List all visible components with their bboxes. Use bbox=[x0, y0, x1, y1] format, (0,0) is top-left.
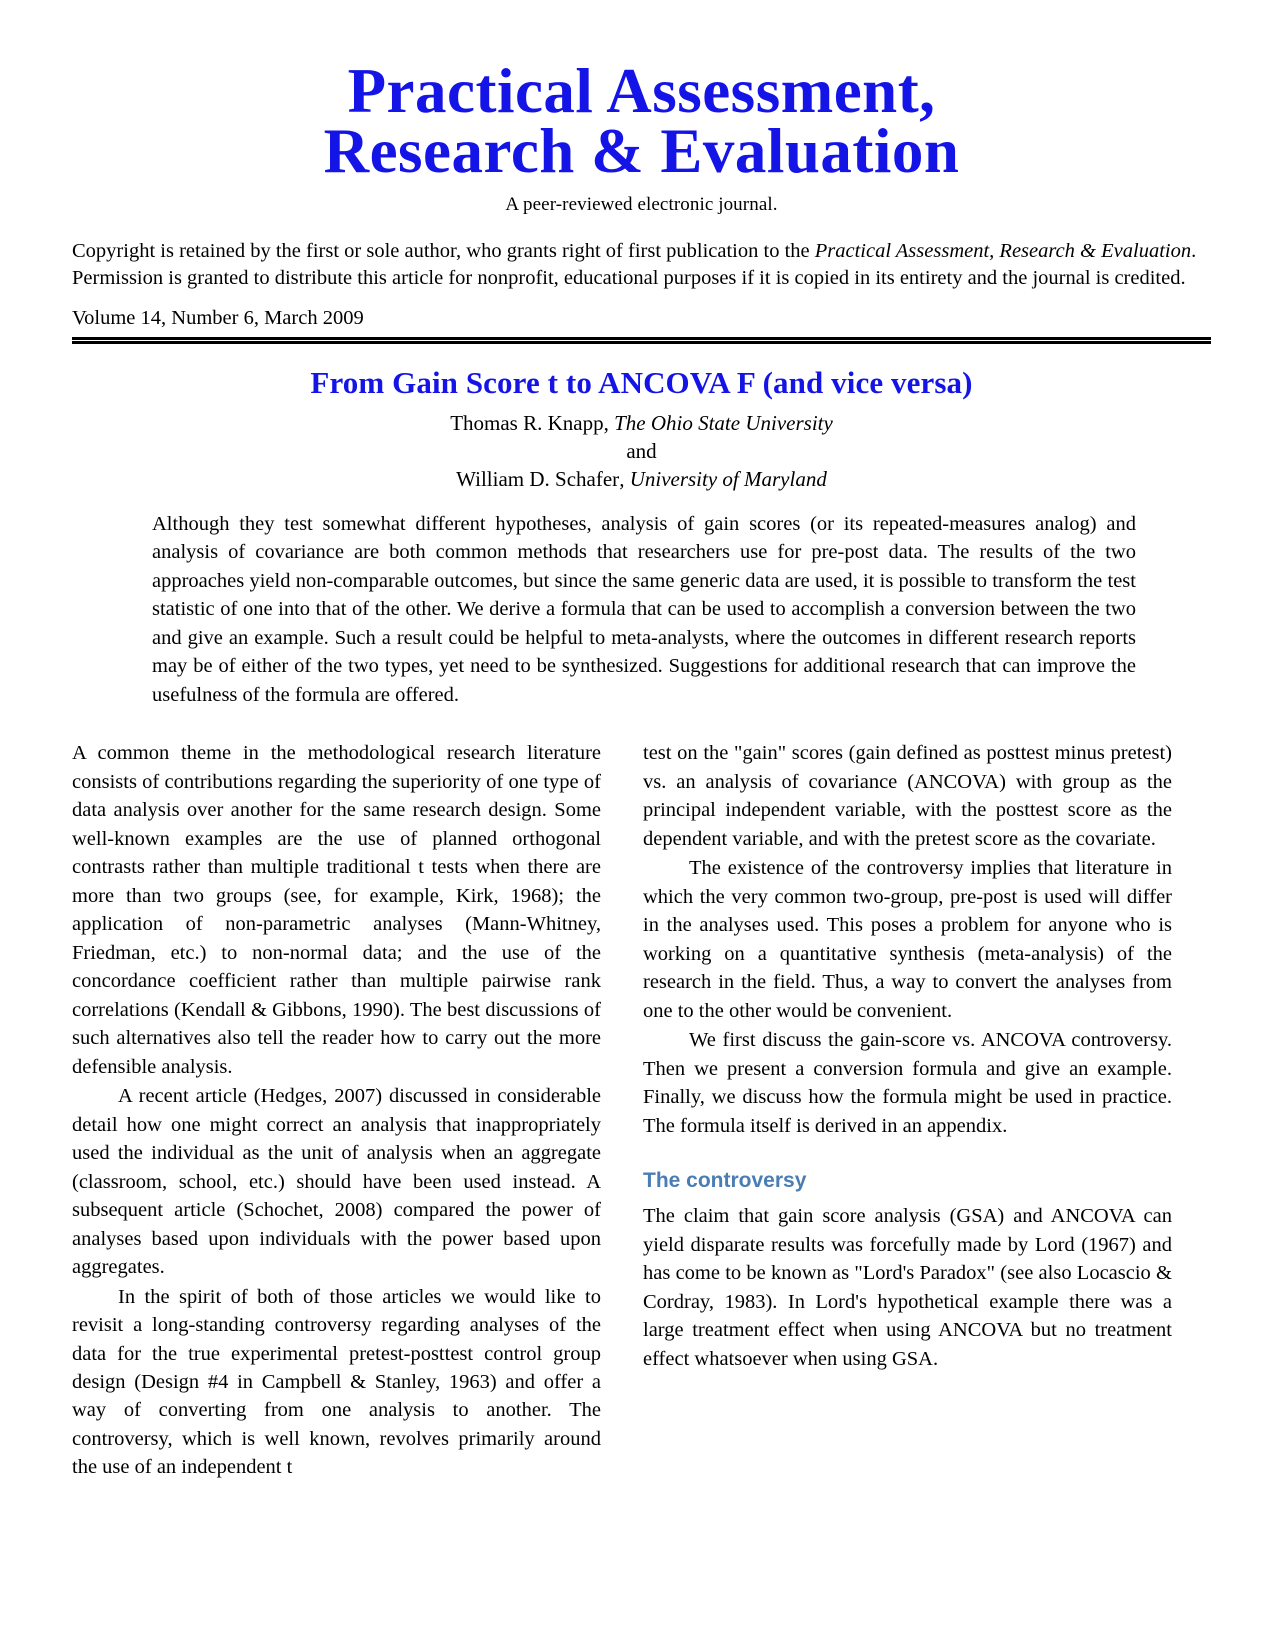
author-block bbox=[72, 410, 1211, 494]
right-column bbox=[643, 739, 1172, 1482]
masthead bbox=[72, 56, 1211, 216]
author-line-1 bbox=[72, 410, 1211, 438]
volume-issue-line: Volume 14, Number 6, March 2009 bbox=[72, 307, 364, 330]
copyright-notice bbox=[72, 238, 1211, 293]
author-line-2 bbox=[72, 466, 1211, 494]
author-2-comma: , bbox=[619, 467, 625, 492]
author-1-affiliation: The Ohio State University bbox=[614, 411, 833, 436]
author-1-name: Thomas R. Knapp, bbox=[450, 411, 615, 436]
paragraph: We first discuss the gain-score vs. ANCOVA controversy. Then we present a conversion formula and give an example. Finally, we discuss how the formula might be used in practice. The formula itself is derived in an appendix. bbox=[643, 1029, 1172, 1137]
journal-title-line-1: Practical Assessment, bbox=[347, 56, 936, 126]
journal-title bbox=[72, 56, 1211, 186]
abstract: Although they test somewhat different hypotheses, analysis of gain scores (or its repeated-measures analog) and analysis of covariance are both common methods that researchers use for pre-post data. The results of the two approaches yield non-comparable outcomes, but since the same generic data are used, it is possible to transform the test statistic of one into that of the other. We derive a formula that can be used to accomplish a conversion between the two and give an example. Such a result could be helpful to meta-analysts, where the outcomes in different research reports may be of either of the two types, yet need to be synthesized. Suggestions for additional research that can improve the usefulness of the formula are offered. bbox=[152, 512, 1136, 706]
article-title: From Gain Score t to ANCOVA F (and vice versa) bbox=[310, 365, 973, 401]
paragraph: The existence of the controversy implies that literature in which the very common two-group, pre-post is used will differ in the analyses used. This poses a problem for anyone who is working on a quantitative synthesis (meta-analysis) of the research in the field. Thus, a way to convert the analyses from one to the other would be convenient. bbox=[643, 857, 1172, 1022]
section-heading-the-controversy: The controversy bbox=[643, 1169, 807, 1193]
journal-title-line-2: Research & Evaluation bbox=[323, 115, 960, 186]
journal-tagline: A peer-reviewed electronic journal. bbox=[505, 193, 778, 215]
author-2-name: William D. Schafer bbox=[456, 467, 620, 492]
paragraph: test on the "gain" scores (gain defined as posttest minus pretest) vs. an analysis of covariance (ANCOVA) with group as the principal independent variable, with the posttest score as the dependent variable, and with the pretest score as the covariate. bbox=[643, 742, 1172, 850]
header-divider bbox=[72, 337, 1211, 344]
left-column bbox=[72, 739, 601, 1482]
paragraph: A common theme in the methodological research literature consists of contributions regarding the superiority of one type of data analysis over another for the same research design. Some well-known examples are the use of planned orthogonal contrasts rather than multiple traditional t tests when there are more than two groups (see, for example, Kirk, 1968); the application of non-parametric analyses (Mann-Whitney, Friedman, etc.) to non-normal data; and the use of the concordance coefficient rather than multiple pairwise rank correlations (Kendall & Gibbons, 1990). The best discussions of such alternatives also tell the reader how to carry out the more defensible analysis. bbox=[72, 742, 601, 1078]
paragraph: In the spirit of both of those articles we would like to revisit a long-standing controversy regarding analyses of the data for the true experimental pretest-posttest control group design (Design #4 in Campbell & Stanley, 1963) and offer a way of converting from one analysis to another. The controversy, which is well known, revolves primarily around the use of an independent t bbox=[72, 1285, 601, 1479]
author-2-affiliation: University of Maryland bbox=[624, 467, 827, 492]
copyright-journal-name: Practical Assessment, Research & Evaluation bbox=[814, 239, 1192, 262]
copyright-text-part-2: . Permission is granted to distribute this article for nonprofit, educational purposes if it is copied in its entirety and the journal is credited. bbox=[72, 239, 1197, 289]
paragraph: A recent article (Hedges, 2007) discussed in considerable detail how one might correct an analysis that inappropriately used the individual as the unit of analysis when an aggregate (classroom, school, etc.) should have been used instead. A subsequent article (Schochet, 2008) compared the power of analyses based upon individuals with the power based upon aggregates. bbox=[72, 1085, 601, 1279]
body-columns bbox=[72, 739, 1211, 1482]
author-conjunction: and bbox=[626, 439, 657, 464]
paragraph: The claim that gain score analysis (GSA) and ANCOVA can yield disparate results was forcefully made by Lord (1967) and has come to be known as "Lord's Paradox" (see also Locascio & Cordray, 1983). In Lord's hypothetical example there was a large treatment effect when using ANCOVA but no treatment effect whatsoever when using GSA. bbox=[643, 1205, 1172, 1370]
copyright-text-part-1: Copyright is retained by the first or sole author, who grants right of first publication to the bbox=[72, 239, 815, 262]
